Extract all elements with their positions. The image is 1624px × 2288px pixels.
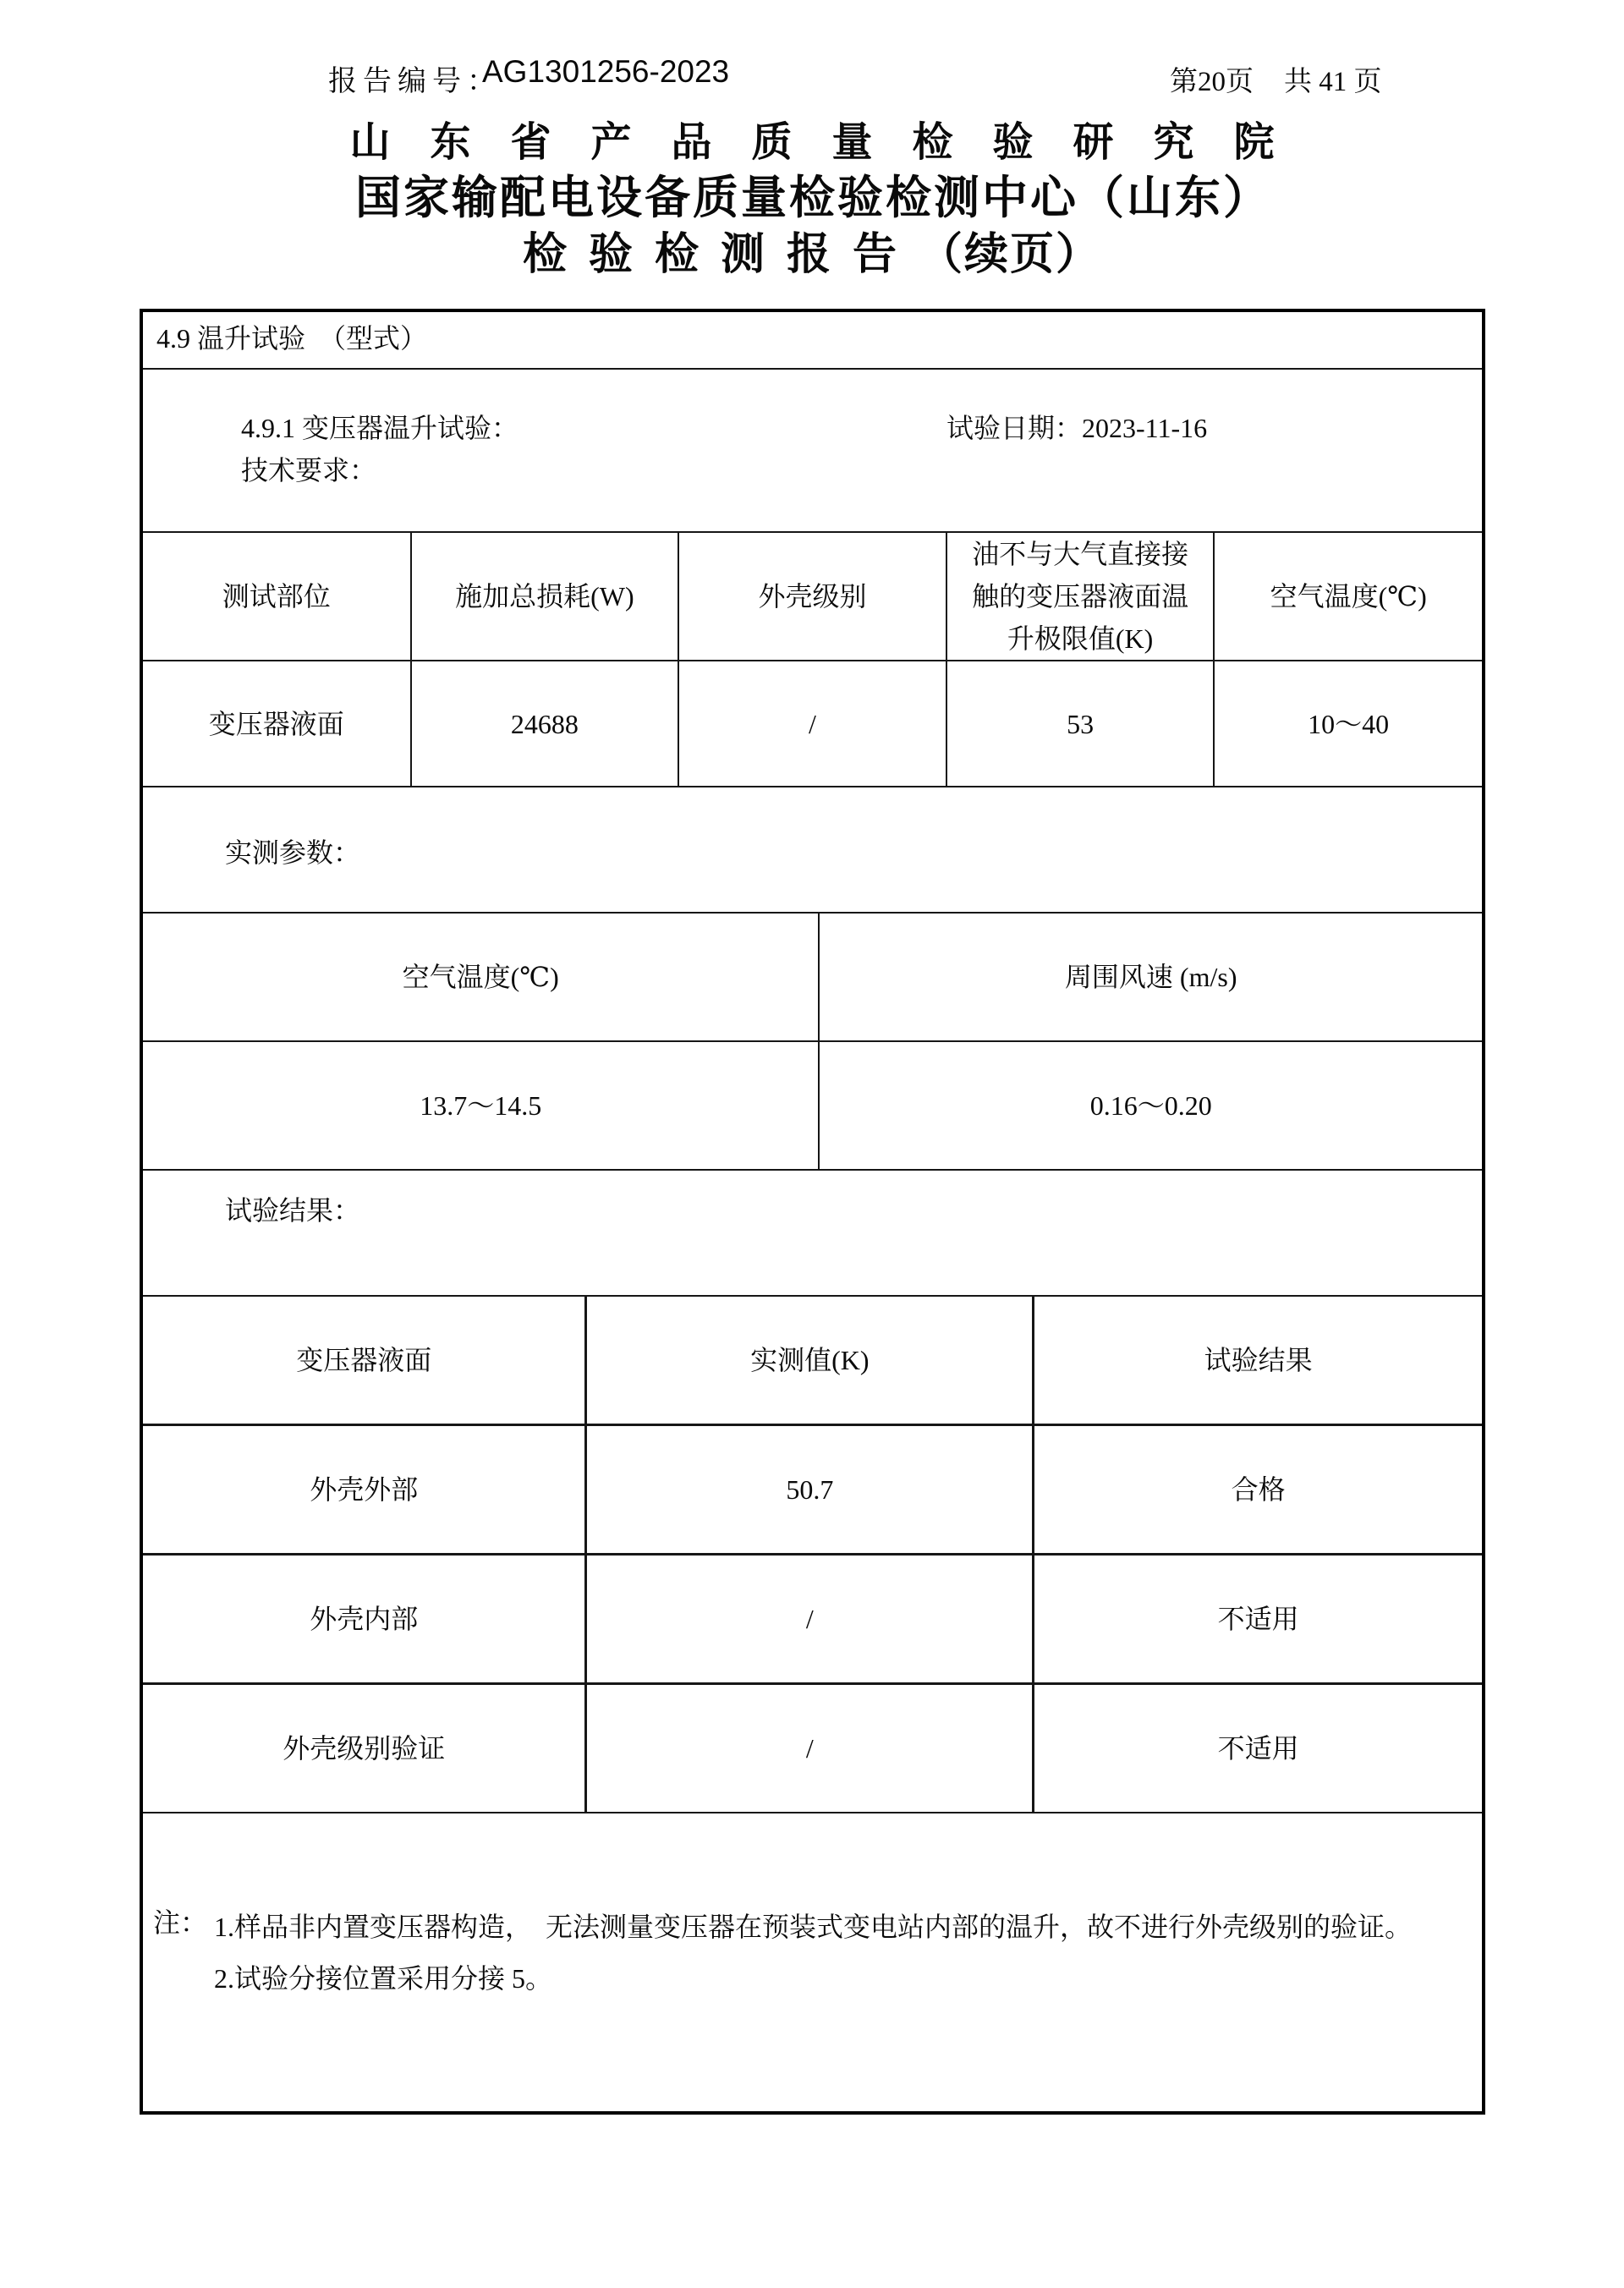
note-prefix: 注： [153,1907,208,1938]
limits-table-data-row [143,661,1482,786]
results-data-cell: / [586,1684,1034,1813]
results-table-row [143,1425,1482,1555]
note-item: 2.试验分接位置采用分接 5。 [214,1963,553,1994]
results-table-row [143,1684,1482,1813]
results-data-cell: 不适用 [1034,1684,1482,1813]
params-header-cell: 空气温度(℃) [143,914,819,1041]
results-header-cell: 试验结果 [1034,1297,1482,1425]
params-table-data-row [143,1041,1482,1169]
subsection-title: 4.9.1 变压器温升试验： [241,413,519,443]
page-indicator [1170,59,1382,99]
limits-header-cell: 外壳级别 [678,533,946,661]
measured-params-row [143,787,1482,914]
section-heading-row [143,312,1482,370]
results-table-header-row [143,1297,1482,1425]
params-header-cell: 周围风速 (m/s) [819,914,1482,1041]
results-table-row [143,1555,1482,1684]
measured-params-label: 实测参数： [225,837,361,868]
content-box [140,309,1485,2115]
results-table-wrap [143,1297,1482,1813]
note-item: 1.样品非内置变压器构造， 无法测量变压器在预装式变电站内部的温升，故不进行外壳级别的验证。 [214,1912,1413,1942]
results-data-cell: 合格 [1034,1425,1482,1555]
limits-table-header-row [143,533,1482,661]
tech-requirement-label: 技术要求： [241,455,377,486]
limits-header-cell: 测试部位 [143,533,411,661]
test-result-label: 试验结果： [225,1195,361,1226]
report-title-main: 检验检测报告 [522,231,919,279]
note-items [214,1901,1473,2005]
section-heading: 4.9 温升试验 （型式） [156,323,428,354]
limits-header-cell: 油不与大气直接接触的变压器液面温升极限值(K) [946,533,1215,661]
limits-data-cell: / [678,661,946,786]
page-total: 共 41 页 [1284,67,1382,97]
notes-row [143,1813,1482,2111]
limits-data-cell: 53 [946,661,1215,786]
params-table [143,914,1482,1169]
results-table [143,1297,1482,1812]
limits-table [143,533,1482,786]
report-title-line [0,227,1624,284]
limits-header-cell: 施加总损耗(W) [411,533,679,661]
results-data-cell: 外壳级别验证 [143,1684,586,1813]
results-data-cell: 不适用 [1034,1555,1482,1684]
results-header-cell: 实测值(K) [586,1297,1034,1425]
params-table-wrap [143,914,1482,1171]
limits-data-cell: 10～40 [1214,661,1482,786]
results-data-cell: / [586,1555,1034,1684]
limits-data-cell: 24688 [411,661,679,786]
limits-header-cell: 空气温度(℃) [1214,533,1482,661]
results-data-cell: 外壳外部 [143,1425,586,1555]
page-current: 第20页 [1170,67,1254,97]
results-data-cell: 50.7 [586,1425,1034,1555]
notes-block [153,1901,1473,2005]
report-number-label: 报告编号： [328,66,502,97]
params-data-cell: 0.16～0.20 [819,1041,1482,1169]
limits-data-cell: 变压器液面 [143,661,411,786]
subsection-row [143,370,1482,533]
report-number-value: AG1301256-2023 [482,54,730,89]
params-table-header-row [143,914,1482,1041]
limits-table-wrap [143,533,1482,787]
title-block [0,117,1624,284]
results-header-cell: 变压器液面 [143,1297,586,1425]
params-data-cell: 13.7～14.5 [143,1041,819,1169]
results-data-cell: 外壳内部 [143,1555,586,1684]
test-result-row [143,1171,1482,1297]
org-title-line1: 山东省产品质量检验研究院 [349,120,1314,165]
test-date: 试验日期：2023-11-16 [946,413,1208,443]
org-title-line2: 国家输配电设备质量检验检测中心（山东） [355,173,1271,223]
report-title-suffix: （续页） [919,231,1102,279]
